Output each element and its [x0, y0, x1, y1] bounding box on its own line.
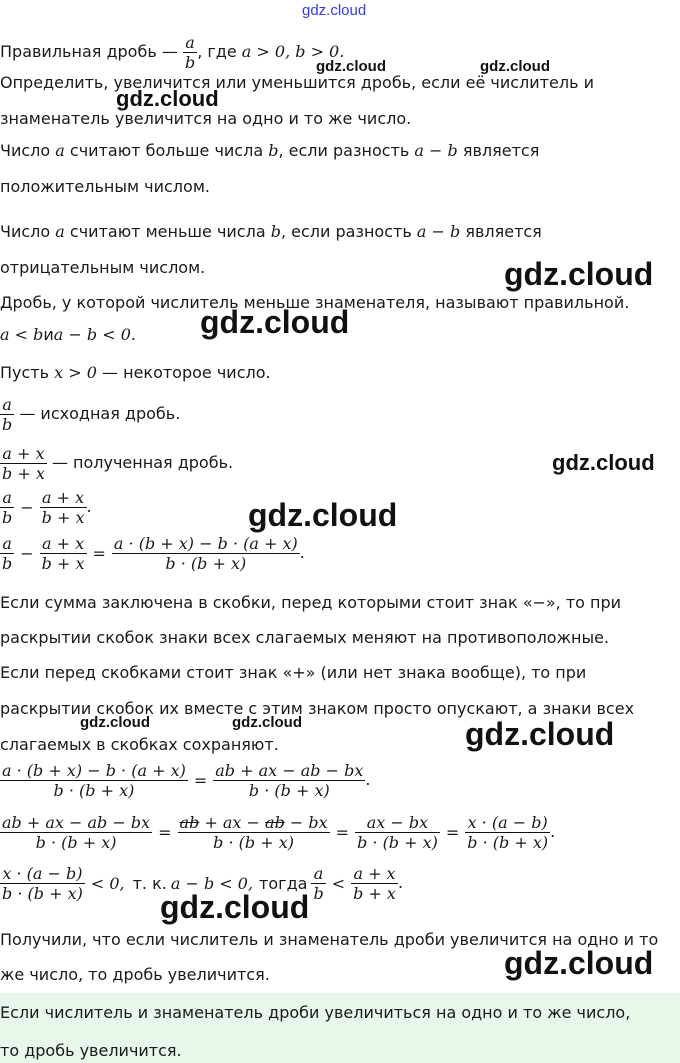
answer-text-1: Если числитель и знаменатель дроби увеличиться на одно и то же число, [0, 1003, 631, 1022]
watermark: gdz.cloud [316, 58, 386, 75]
paragraph-let-x: Пусть x > 0 — некоторое число. [0, 363, 271, 382]
line-definition: Правильная дробь — $\frac{a}{b}$ , где a > 0, b > 0. [0, 33, 345, 72]
text: Правильная дробь — [0, 42, 178, 61]
paragraph-greater: Число a считают больше числа b, если разность a − b является [0, 141, 540, 160]
paragraph-negative: отрицательным числом. [0, 258, 206, 277]
paragraph-positive: положительным числом. [0, 177, 210, 196]
line-new-fraction: $\frac{a + x}{b + x}$ — полученная дробь. [2, 444, 234, 483]
equation-simplify: $\frac{ab + ax - ab - bx}{b \cdot (b + x)}$ = $\frac{ab + ax - ab - bx}{b \cdot (b + x)}$ = $\frac{ax - bx}{b \cdot (b + x)}$ = $\frac{x \cdot (a - b)}{b \cdot (b + x)}$ . [2, 813, 556, 852]
watermark: gdz.cloud [480, 58, 550, 75]
paragraph-proper-fraction: Дробь, у которой числитель меньше знаменателя, называют правильной. [0, 293, 630, 312]
paragraph-rule-minus-1: Если сумма заключена в скобки, перед которыми стоит знак «−», то при [0, 593, 622, 612]
paragraph-rule-plus-2: раскрытии скобок их вместе с этим знаком просто опускают, а знаки всех [0, 699, 635, 718]
math-condition: a > 0, b > 0. [241, 42, 345, 61]
paragraph-conclusion-2: же число, то дробь увеличится. [0, 965, 270, 984]
paragraph-rule-minus-2: раскрытии скобок знаки всех слагаемых меняют на противоположные. [0, 628, 610, 647]
watermark: gdz.cloud [504, 256, 654, 292]
math-inequalities: a < bиa − b < 0. [0, 325, 136, 344]
fraction-original: $\frac{a}{b}$ [2, 395, 13, 434]
watermark: gdz.cloud [232, 714, 302, 731]
watermark: gdz.cloud [160, 889, 310, 925]
paragraph-less: Число a считают меньше числа b, если разность a − b является [0, 222, 542, 241]
watermark: gdz.cloud [80, 714, 150, 731]
line-original-fraction: $\frac{a}{b}$ — исходная дробь. [2, 395, 181, 434]
equation-expand: $\frac{a \cdot (b + x) - b \cdot (a + x)}{b \cdot (b + x)}$ = $\frac{ab + ax - ab - bx}{b \cdot (b + x)}$ . [2, 761, 371, 800]
paragraph-task-2: знаменатель увеличится на одно и то же число. [0, 109, 412, 128]
watermark: gdz.cloud [504, 945, 654, 981]
fraction-a-b: $\frac{a}{b}$ [184, 33, 196, 72]
watermark: gdz.cloud [200, 304, 350, 340]
equation-difference: $\frac{a}{b}$ − $\frac{a + x}{b + x}$ . [2, 488, 92, 527]
equation-conclusion: $\frac{x \cdot (a - b)}{b \cdot (b + x)}$ < 0, т. к. a − b < 0, тогда $\frac{a}{b}$ < $\frac{a + x}{b + x}$ . [2, 864, 404, 903]
answer-text-2: то дробь увеличится. [0, 1041, 182, 1060]
paragraph-task-1: Определить, увеличится или уменьшится дробь, если её числитель и [0, 73, 594, 92]
paragraph-rule-plus-3: слагаемых в скобках сохраняют. [0, 735, 279, 754]
paragraph-rule-plus-1: Если перед скобками стоит знак «+» (или нет знака вообще), то при [0, 663, 587, 682]
fraction-new: $\frac{a + x}{b + x}$ [2, 444, 45, 483]
watermark-top: gdz.cloud [302, 2, 367, 19]
watermark: gdz.cloud [248, 497, 398, 533]
watermark: gdz.cloud [465, 716, 615, 752]
watermark: gdz.cloud [116, 86, 219, 111]
watermark: gdz.cloud [552, 450, 655, 475]
paragraph-conclusion-1: Получили, что если числитель и знаменатель дроби увеличится на одно и то [0, 930, 659, 949]
equation-common-denominator: $\frac{a}{b}$ − $\frac{a + x}{b + x}$ = $\frac{a \cdot (b + x) - b \cdot (a + x)}{b \cdot (b + x)}$ . [2, 534, 305, 573]
